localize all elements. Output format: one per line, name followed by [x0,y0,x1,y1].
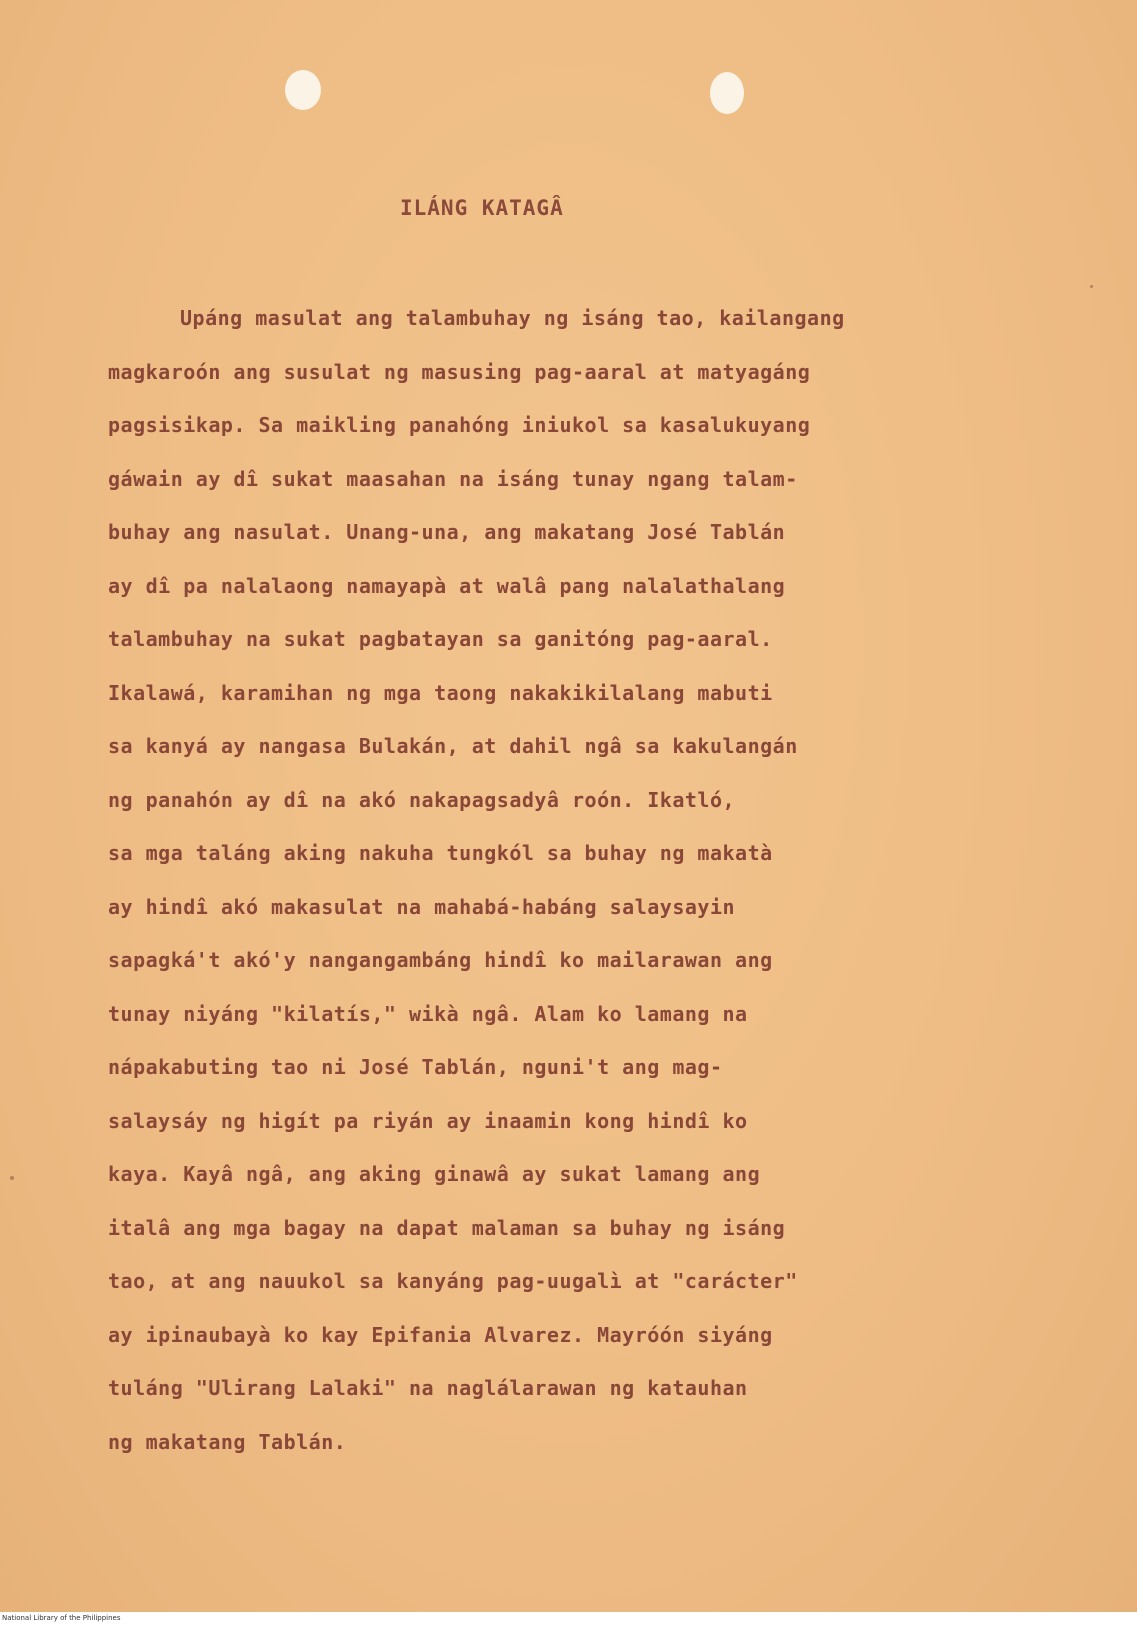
text-line: Ikalawá, karamihan ng mga taong nakakikilalang mabuti [108,680,773,705]
text-line: tuláng "Ulirang Lalaki" na naglálarawan ng katauhan [108,1376,748,1400]
text-line: magkaroón ang susulat ng masusing pag-aaral at matyagáng [108,359,811,384]
body-paragraph [108,292,1028,1469]
text-line: salaysáy ng higít pa riyán ay inaamin kong hindî ko [108,1108,748,1133]
punch-hole-right [710,72,744,114]
text-line: ay ipinaubayà ko kay Epifania Alvarez. Mayróón siyáng [108,1322,773,1347]
text-line: Upáng masulat ang talambuhay ng isáng tao, kailangang [180,306,845,330]
text-line: ay hindî akó makasulat na mahabá-habáng salaysayin [108,894,736,919]
text-line: ay dî pa nalalaong namayapà at walâ pang nalalathalang [108,573,786,598]
text-line: talambuhay na sukat pagbatayan sa ganitóng pag-aaral. [108,627,773,651]
text-line: nápakabuting tao ni José Tablán, nguni't ang mag- [108,1055,723,1079]
library-credit: National Library of the Philippines [2,1614,121,1622]
text-line: sapagká't akó'y nangangambáng hindî ko mailarawan ang [108,948,773,972]
text-line: italâ ang mga bagay na dapat malaman sa buhay ng isáng [108,1215,786,1240]
paper-speck [1090,285,1093,288]
text-line: pagsisikap. Sa maikling panahóng iniukol sa kasalukuyang [108,413,811,437]
text-line: tao, at ang nauukol sa kanyáng pag-uugalì at "carácter" [108,1269,798,1293]
text-line: ng panahón ay dî na akó nakapagsadyâ roón. Ikatló, [108,787,736,812]
text-line: buhay ang nasulat. Unang-una, ang makatang José Tablán [108,520,786,544]
text-line: kaya. Kayâ ngâ, ang aking ginawâ ay sukat lamang ang [108,1162,761,1186]
page-title: ILÁNG KATAGÂ [400,196,564,220]
paper-speck [10,1176,14,1180]
text-line: sa kanyá ay nangasa Bulakán, at dahil ngâ sa kakulangán [108,734,798,758]
text-line: tunay niyáng "kilatís," wikà ngâ. Alam ko lamang na [108,1001,748,1026]
punch-hole-left [285,70,321,110]
text-line: ng makatang Tablán. [108,1429,347,1454]
text-line: gáwain ay dî sukat maasahan na isáng tunay ngang talam- [108,466,798,491]
text-line: sa mga taláng aking nakuha tungkól sa buhay ng makatà [108,841,773,865]
